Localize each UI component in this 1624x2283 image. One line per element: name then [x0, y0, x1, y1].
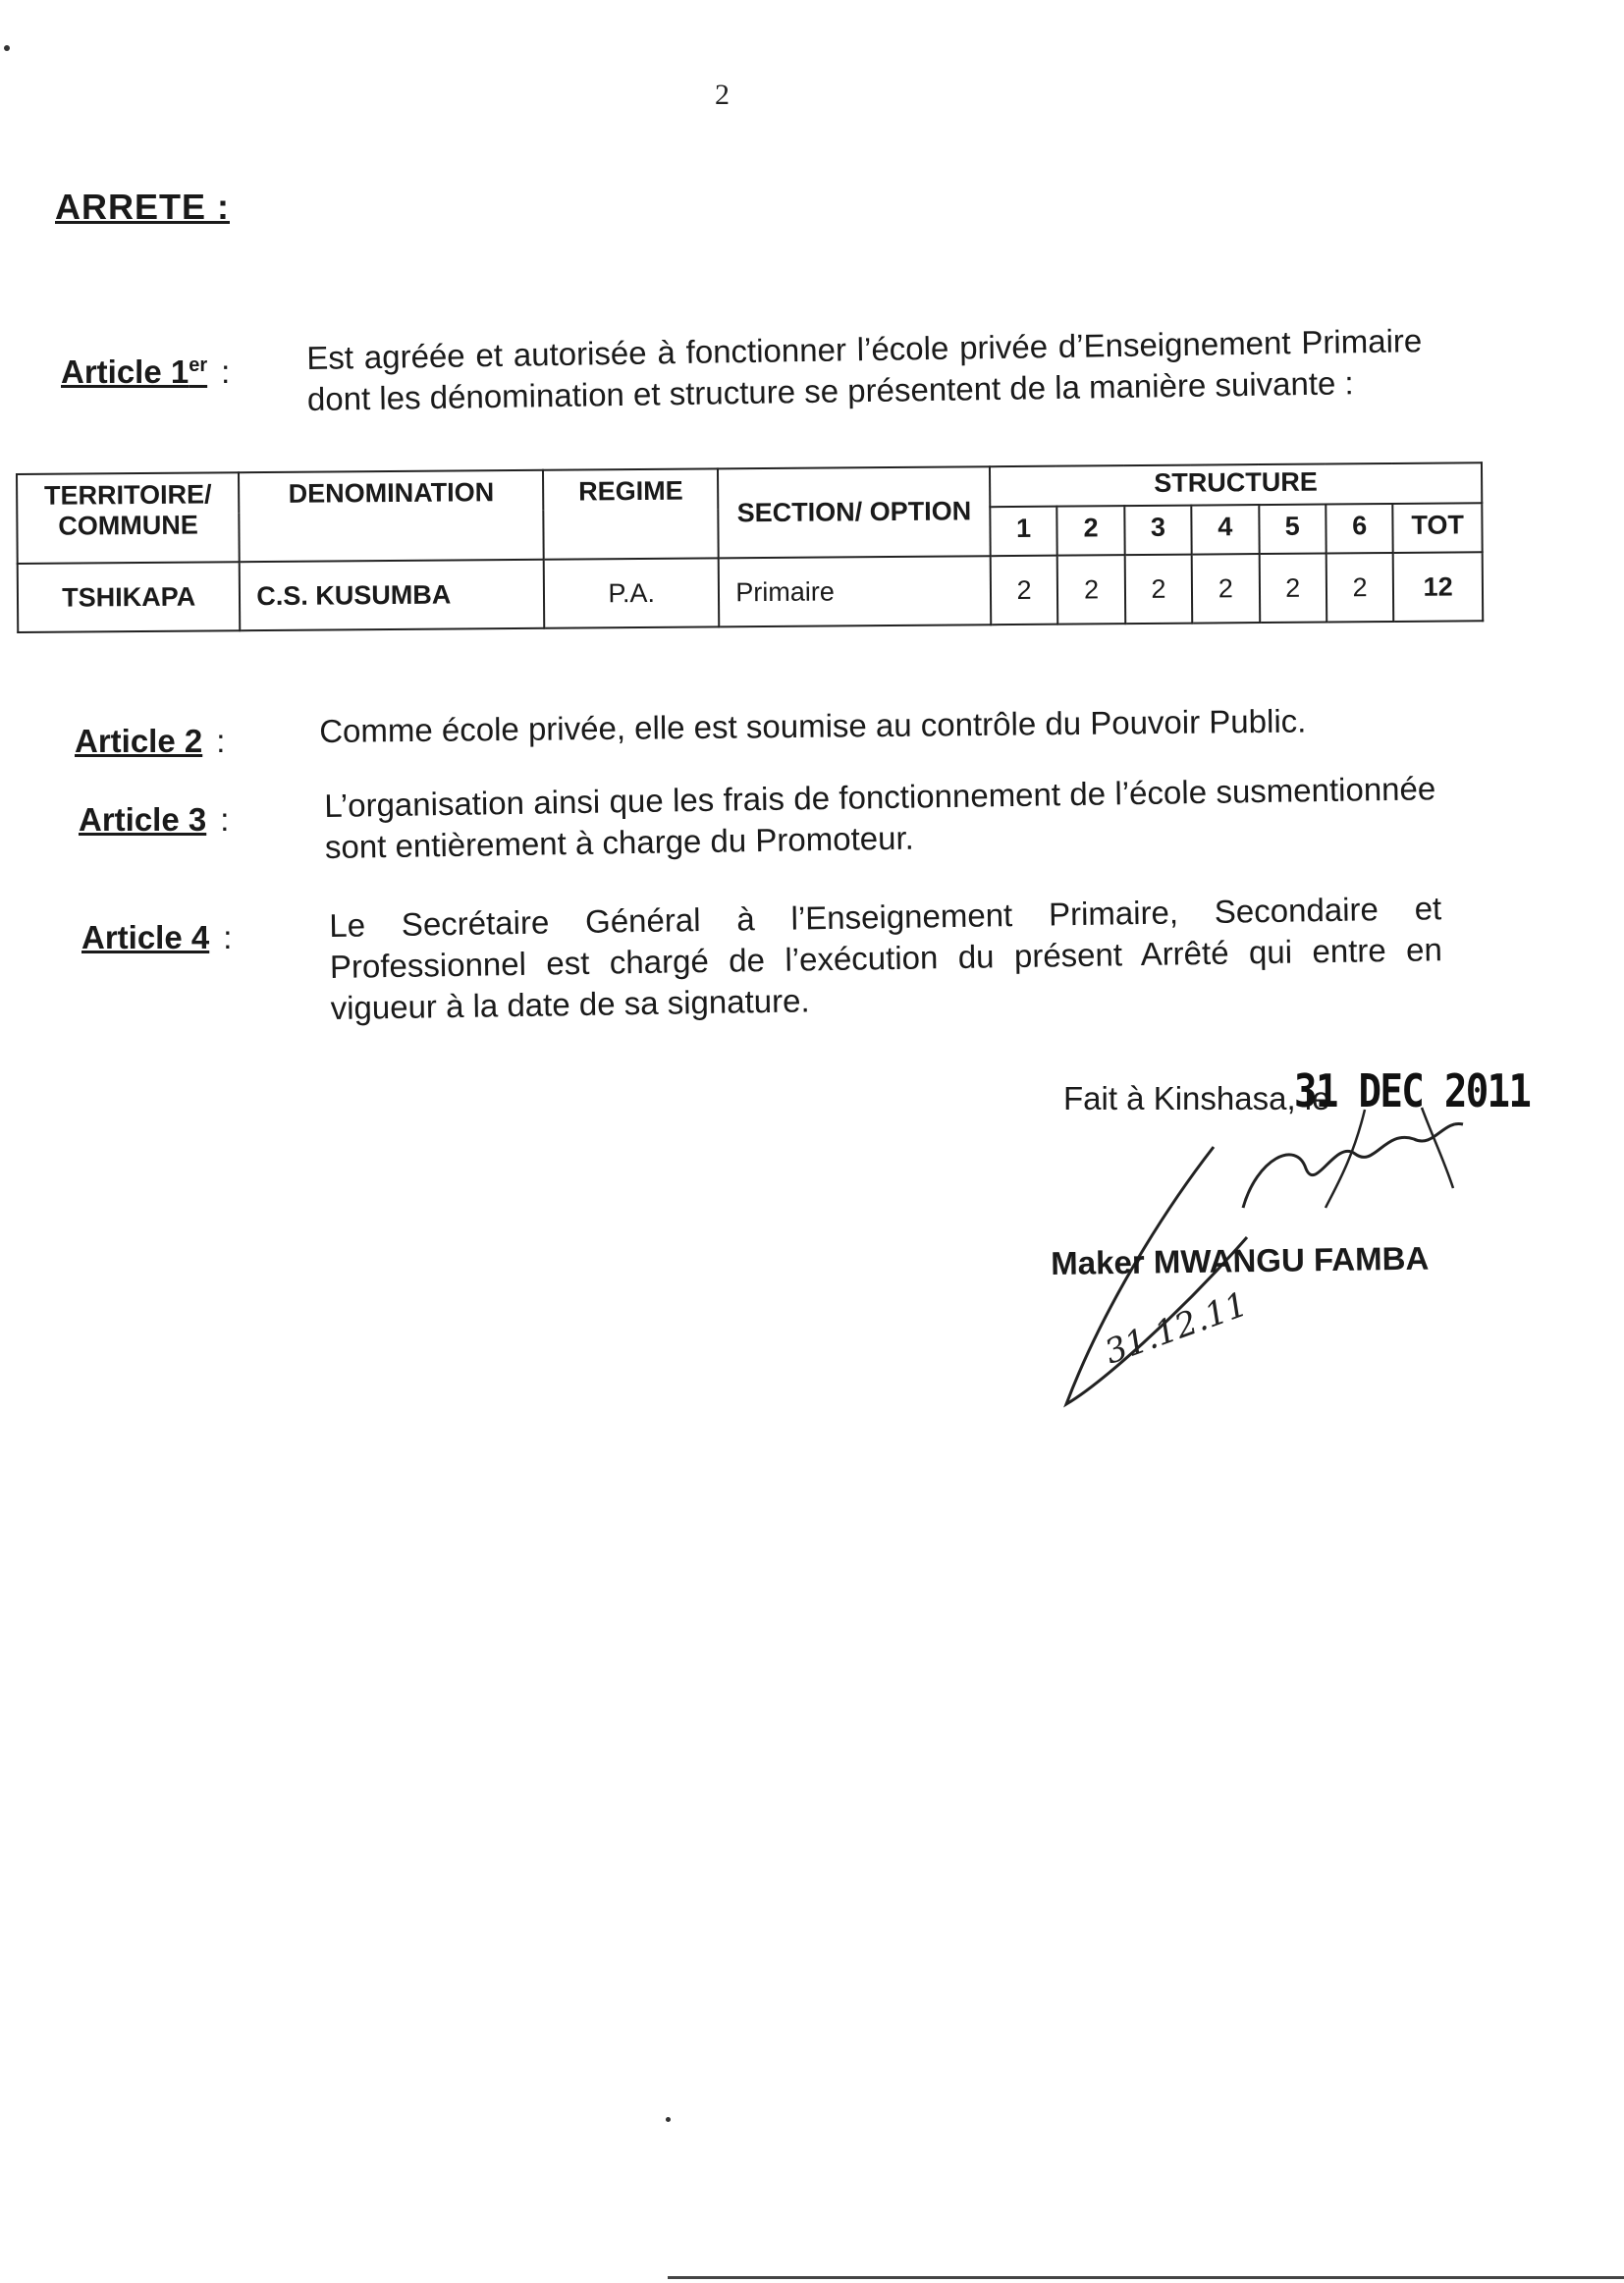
cell-col-2: 2	[1057, 555, 1125, 625]
cell-denomination: C.S. KUSUMBA	[240, 560, 544, 630]
scan-speck	[666, 2117, 671, 2122]
article-1-label	[61, 353, 230, 391]
cell-section-option: Primaire	[719, 556, 991, 626]
article-2-label	[75, 723, 225, 760]
page-number: 2	[715, 79, 730, 111]
article-4-colon: :	[223, 919, 233, 955]
cell-territoire: TSHIKAPA	[18, 562, 241, 632]
school-structure-table	[16, 462, 1484, 633]
header-col-5: 5	[1259, 505, 1326, 555]
cell-col-1: 2	[991, 556, 1058, 625]
decree-heading: ARRETE :	[55, 187, 230, 227]
cell-regime: P.A.	[544, 558, 720, 627]
handwritten-date: 31.12.11	[1100, 1284, 1253, 1373]
header-territoire: TERRITOIRE/ COMMUNE	[17, 472, 240, 564]
article-2-colon: :	[216, 723, 226, 759]
article-4-label	[81, 919, 232, 956]
signatory-name: Maker MWANGU FAMBA	[1051, 1239, 1430, 1281]
header-col-3: 3	[1124, 506, 1192, 556]
header-col-tot: TOT	[1393, 503, 1483, 553]
date-stamp: 31 DEC 2011	[1294, 1064, 1531, 1117]
cell-col-tot: 12	[1393, 552, 1483, 622]
article-3-label-text: Article 3	[79, 801, 207, 838]
cell-col-4: 2	[1192, 554, 1260, 624]
cell-col-5: 2	[1259, 554, 1326, 624]
article-3-colon: :	[220, 801, 230, 838]
scan-edge-line	[668, 2276, 1624, 2279]
article-1-text: Est agréée et autorisée à fonctionner l’école privée d’Enseignement Primaire dont les dénomination et structure se présentent de la manière suivante :	[306, 322, 1423, 417]
header-col-4: 4	[1191, 505, 1259, 555]
cell-col-6: 2	[1326, 553, 1394, 623]
header-col-6: 6	[1326, 504, 1393, 554]
place-of-signature: Fait à Kinshasa, le	[1063, 1080, 1330, 1116]
header-section-option: SECTION/ OPTION	[718, 466, 990, 558]
header-regime: REGIME	[543, 468, 719, 559]
article-4-text: Le Secrétaire Général à l’Enseignement Primaire, Secondaire et Professionnel est chargé de l’exécution du présent Arrêté qui entre en vigueur à la date de sa signature.	[329, 890, 1443, 1026]
article-2-label-text: Article 2	[75, 723, 203, 759]
header-denomination: DENOMINATION	[239, 470, 544, 562]
article-2-text: Comme école privée, elle est soumise au contrôle du Pouvoir Public.	[319, 702, 1307, 749]
article-3-label	[79, 801, 229, 839]
scan-speck	[4, 45, 10, 51]
article-3-text: L’organisation ainsi que les frais de fonctionnement de l’école susmentionnée sont entièrement à charge du Promoteur.	[324, 770, 1436, 865]
header-col-2: 2	[1057, 506, 1125, 556]
article-1-superscript: er	[189, 354, 208, 376]
header-structure: STRUCTURE	[990, 462, 1482, 507]
article-4-label-text: Article 4	[81, 919, 210, 955]
article-1-colon: :	[221, 353, 231, 390]
header-col-1: 1	[990, 507, 1057, 557]
article-1-label-text: Article 1	[61, 353, 189, 390]
cell-col-3: 2	[1124, 555, 1192, 625]
